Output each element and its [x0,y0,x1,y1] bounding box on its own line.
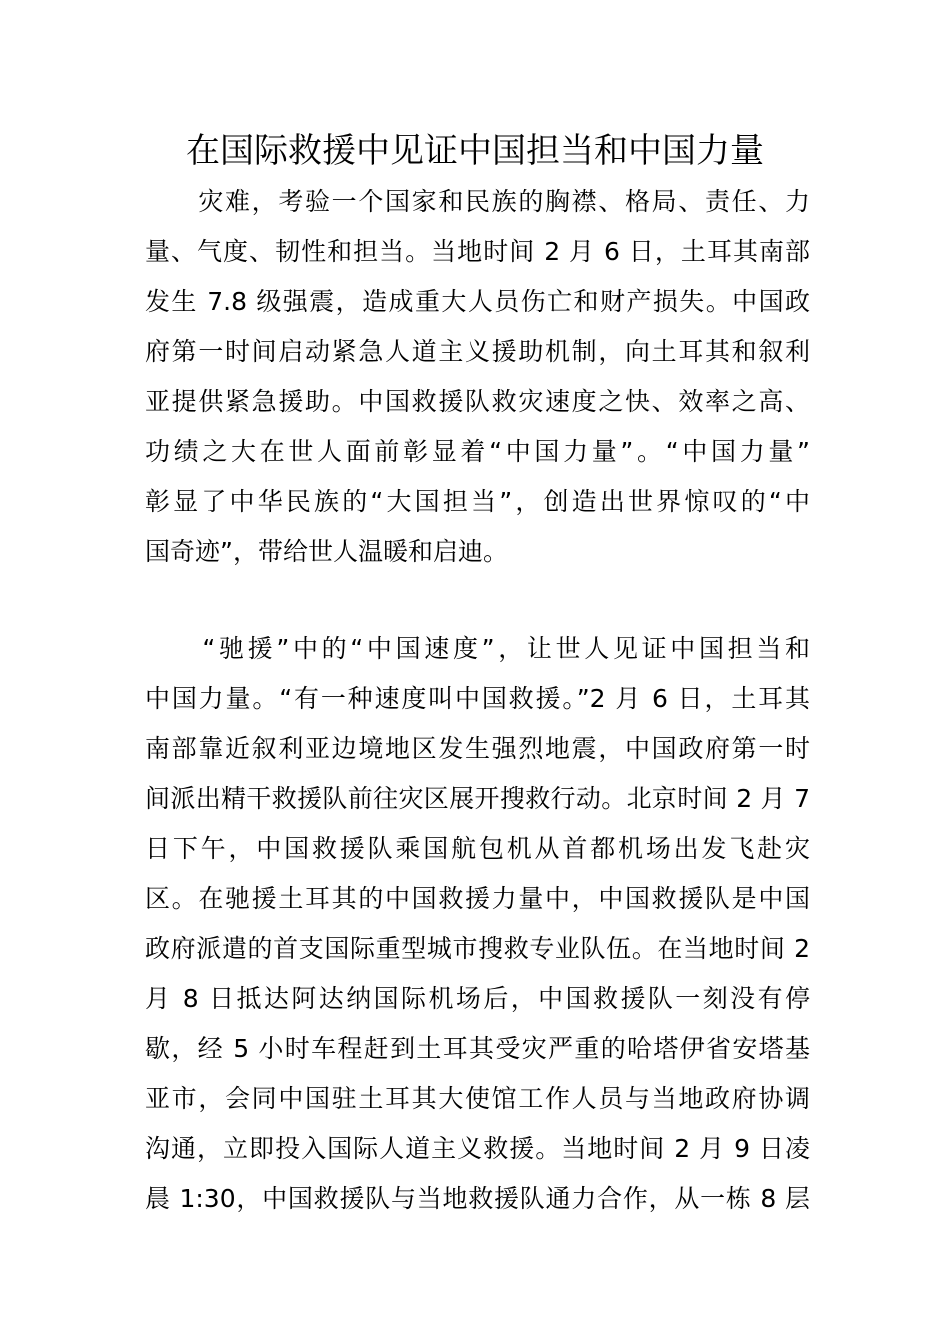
text-line: 量、气度、韧性和担当。当地时间 2 月 6 日，土耳其南部 [145,237,810,266]
text-line: 彰显了中华民族的“大国担当”，创造出世界惊叹的“中 [145,487,810,516]
text-line: 区。在驰援土耳其的中国救援力量中，中国救援队是中国 [145,884,810,913]
text-line: 沟通，立即投入国际人道主义救援。当地时间 2 月 9 日凌 [145,1134,810,1163]
text-line: 间派出精干救援队前往灾区展开搜救行动。北京时间 2 月 7 [145,784,810,813]
text-line: 功绩之大在世人面前彰显着“中国力量”。“中国力量” [145,437,810,466]
text-line: 发生 7.8 级强震，造成重大人员伤亡和财产损失。中国政 [145,287,810,316]
text-line: 亚提供紧急援助。中国救援队救灾速度之快、效率之高、 [145,387,810,416]
text-line: 灾难，考验一个国家和民族的胸襟、格局、责任、力 [145,187,810,216]
paragraph-intro [145,177,810,577]
text-line: “驰援”中的“中国速度”，让世人见证中国担当和 [145,634,810,663]
text-line: 国奇迹”，带给世人温暖和启迪。 [145,537,508,566]
text-line: 南部靠近叙利亚边境地区发生强烈地震，中国政府第一时 [145,734,810,763]
text-line: 月 8 日抵达阿达纳国际机场后，中国救援队一刻没有停 [145,984,810,1013]
paragraph-china-speed [145,624,810,1224]
text-line: 日下午，中国救援队乘国航包机从首都机场出发飞赴灾 [145,834,810,863]
document-title: 在国际救援中见证中国担当和中国力量 [186,131,764,171]
text-line: 府第一时间启动紧急人道主义援助机制，向土耳其和叙利 [145,337,810,366]
text-line: 中国力量。“有一种速度叫中国救援。”2 月 6 日，土耳其 [145,684,810,713]
text-line: 歇，经 5 小时车程赶到土耳其受灾严重的哈塔伊省安塔基 [145,1034,810,1063]
text-line: 亚市，会同中国驻土耳其大使馆工作人员与当地政府协调 [145,1084,810,1113]
text-line: 政府派遣的首支国际重型城市搜救专业队伍。在当地时间 2 [145,934,810,963]
text-line: 晨 1:30，中国救援队与当地救援队通力合作，从一栋 8 层 [145,1184,810,1213]
